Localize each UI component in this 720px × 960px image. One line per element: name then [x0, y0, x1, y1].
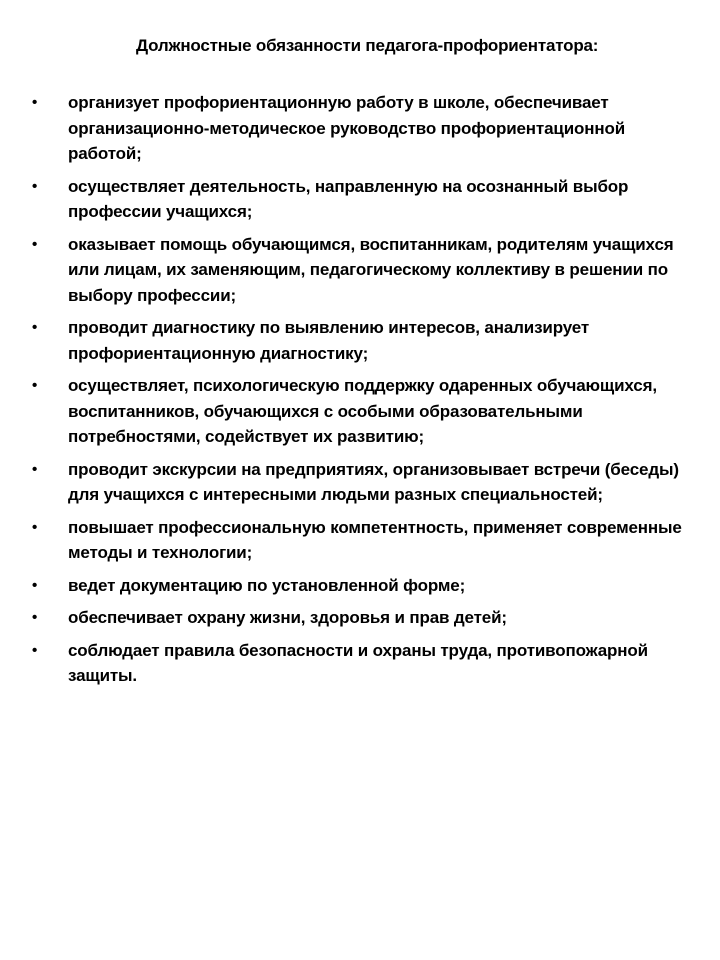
duty-text: организует профориентационную работу в школе, обеспечивает организационно-методическое руководство профориентационной работой; — [68, 93, 625, 163]
duty-text: проводит экскурсии на предприятиях, организовывает встречи (беседы) для учащихся с интересными людьми разных специальностей; — [68, 459, 679, 504]
bullet-icon: • — [32, 377, 38, 394]
bullet-icon: • — [32, 518, 38, 536]
duty-item-1 — [0, 90, 720, 167]
duty-item-7 — [0, 515, 720, 566]
bullet-icon: • — [32, 94, 38, 111]
duty-text: осуществляет деятельность, направленную на осознанный выбор профессии учащихся; — [68, 176, 629, 221]
duty-item-4 — [0, 315, 720, 366]
duty-text: осуществляет, психологическую поддержку одаренных обучающихся, воспитанников, обучающихся с особыми образовательными потребностями, содействует их развитию; — [68, 376, 657, 446]
document-title: Должностные обязанности педагога-профориентатора: — [136, 36, 599, 55]
bullet-icon: • — [32, 641, 38, 659]
bullet-icon: • — [32, 609, 38, 626]
bullet-icon: • — [32, 319, 38, 336]
duty-item-3 — [0, 232, 720, 309]
duty-item-2 — [0, 174, 720, 225]
duty-text: соблюдает правила безопасности и охраны труда, противопожарной защиты. — [68, 640, 648, 685]
bullet-icon: • — [32, 177, 38, 195]
duty-item-9 — [0, 605, 720, 631]
bullet-icon: • — [32, 460, 38, 478]
duty-text: ведет документацию по установленной форме; — [68, 575, 466, 595]
duty-text: обеспечивает охрану жизни, здоровья и прав детей; — [68, 608, 507, 627]
duty-item-8 — [0, 573, 720, 599]
duties-list — [0, 90, 720, 696]
duty-text: оказывает помощь обучающимся, воспитанникам, родителям учащихся или лицам, их заменяющим, педагогическому коллективу в решении по выбору профессии; — [68, 234, 674, 305]
bullet-icon: • — [32, 235, 38, 253]
duty-text: проводит диагностику по выявлению интересов, анализирует профориентационную диагностику; — [68, 318, 590, 363]
duty-text: повышает профессиональную компетентность, применяет современные методы и технологии; — [68, 517, 682, 562]
duty-item-5 — [0, 373, 720, 450]
bullet-icon: • — [32, 576, 38, 594]
duty-item-10 — [0, 638, 720, 689]
duty-item-6 — [0, 457, 720, 508]
